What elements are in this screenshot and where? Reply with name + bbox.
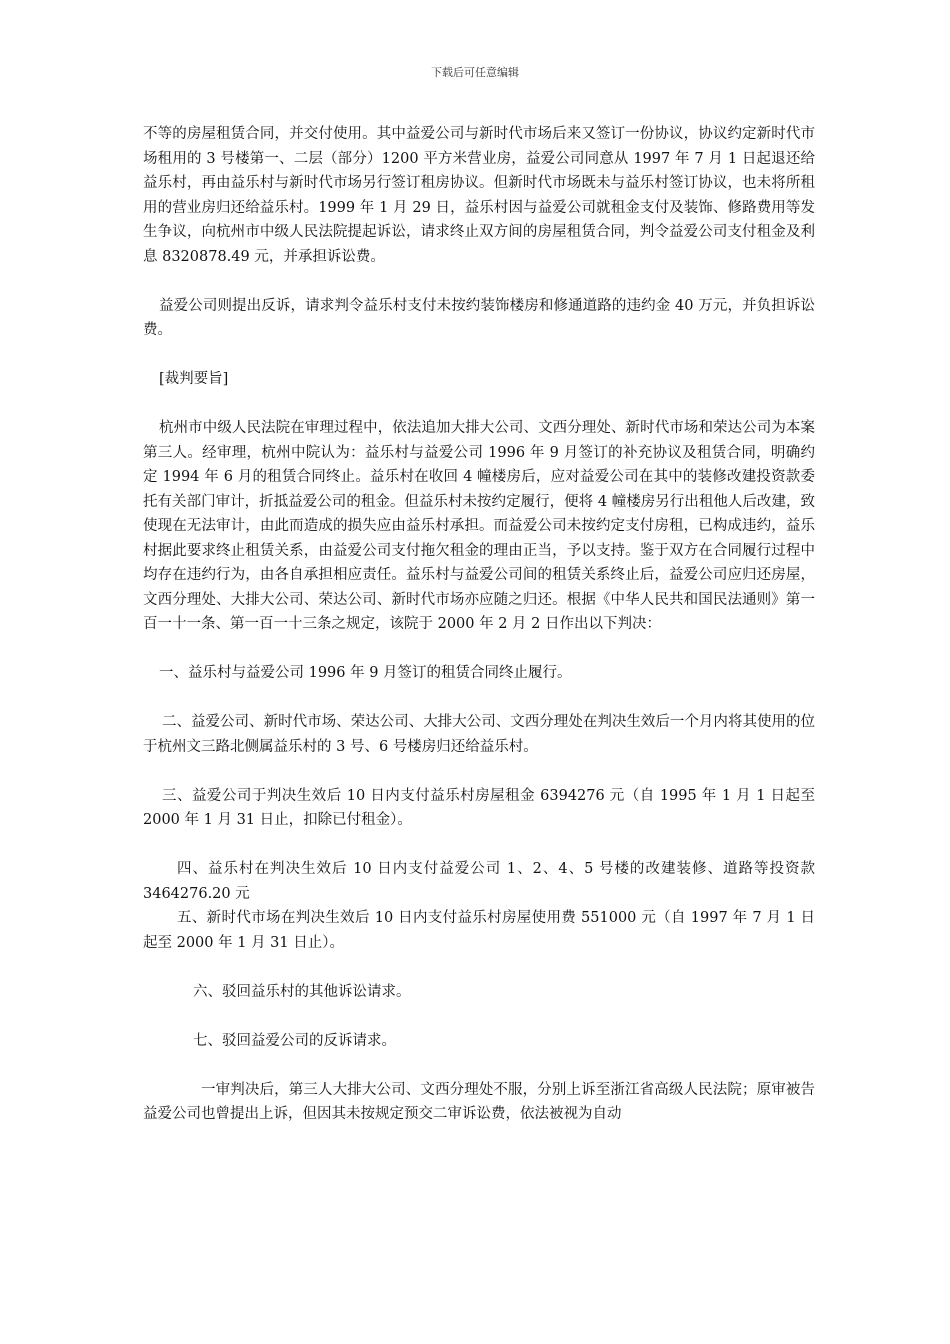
paragraph-spacer [143, 392, 815, 417]
judgment-item-7: 七、驳回益爱公司的反诉请求。 [193, 1032, 396, 1049]
paragraph-spacer [143, 343, 815, 368]
paragraph-spacer [143, 833, 815, 858]
paragraph-appeal: 一审判决后，第三人大排大公司、文西分理处不服，分别上诉至浙江省高级人民法院；原审被告益爱公司也曾提出上诉，但因其未按规定预交二审诉讼费，依法被视为自动 [143, 1081, 815, 1122]
page-header-note: 下载后可任意编辑 [431, 66, 519, 79]
judgment-item-5: 五、新时代市场在判决生效后 10 日内支付益乐村房屋使用费 551000 元（自 1997 年 7 月 1 日起至 2000 年 1 月 31 日止）。 [143, 910, 815, 951]
judgment-item-3: 三、益爱公司于判决生效后 10 日内支付益乐村房屋租金 6394276 元（自 1995 年 1 月 1 日起至 2000 年 1 月 31 日止，扣除已付租金）。 [143, 787, 815, 828]
paragraph-spacer [143, 1053, 815, 1078]
paragraph-spacer [143, 955, 815, 980]
paragraph-case-background: 不等的房屋租赁合同，并交付使用。其中益爱公司与新时代市场后来又签订一份协议，协议约定新时代市场租用的 3 号楼第一、二层（部分）1200 平方米营业房，益爱公司同意从 1997 年 7 月 1 日起退还给益乐村，再由益乐村与新时代市场另行签订租房协议。但新时代市场既未与益乐村签订协议，也未将所租用的营业房归还给益乐村。1999 年 1 月 29 日，益乐村因与益爱公司就租金支付及装饰、修路费用等发生争议，向杭州市中级人民法院提起诉讼，请求终止双方间的房屋租赁合同，判令益爱公司支付租金及利息 8320878.49 元，并承担诉讼费。 [143, 126, 815, 265]
judgment-item-1: 一、益乐村与益爱公司 1996 年 9 月签订的租赁合同终止履行。 [159, 665, 572, 681]
paragraph-spacer [143, 1004, 815, 1029]
paragraph-court-reasoning: 杭州市中级人民法院在审理过程中，依法追加大排大公司、文西分理处、新时代市场和荣达公司为本案第三人。经审理，杭州中院认为：益乐村与益爱公司 1996 年 9 月签订的补充协议及租赁合同，明确约定 1994 年 6 月的租赁合同终止。益乐村在收回 4 幢楼房后，应对益爱公司在其中的装修改建投资款委托有关部门审计，折抵益爱公司的租金。但益乐村未按约定履行，便将 4 幢楼房另行出租他人后改建，致使现在无法审计，由此而造成的损失应由益乐村承担。而益爱公司未按约定支付房租，已构成违约，益乐村据此要求终止租赁关系，由益爱公司支付拖欠租金的理由正当，予以支持。鉴于双方在合同履行过程中均存在违约行为，由各自承担相应责任。益乐村与益爱公司间的租赁关系终止后，益爱公司应归还房屋，文西分理处、大排大公司、荣达公司、新时代市场亦应随之归还。根据《中华人民共和国民法通则》第一百一十一条、第一百一十三条之规定，该院于 2000 年 2 月 2 日作出以下判决： [143, 420, 815, 632]
paragraph-spacer [143, 637, 815, 662]
document-body [143, 122, 815, 1127]
section-heading-judgment-summary: [裁判要旨] [159, 371, 229, 387]
paragraph-counterclaim: 益爱公司则提出反诉，请求判令益乐村支付未按约装饰楼房和修通道路的违约金 40 万元，并负担诉讼费。 [143, 297, 815, 338]
paragraph-spacer [143, 269, 815, 294]
paragraph-spacer [143, 759, 815, 784]
judgment-item-6: 六、驳回益乐村的其他诉讼请求。 [193, 983, 411, 1000]
paragraph-spacer [143, 686, 815, 711]
judgment-item-4: 四、益乐村在判决生效后 10 日内支付益爱公司 1、2、4、5 号楼的改建装修、道路等投资款 3464276.20 元 [143, 861, 815, 902]
judgment-item-2: 二、益爱公司、新时代市场、荣达公司、大排大公司、文西分理处在判决生效后一个月内将其使用的位于杭州文三路北侧属益乐村的 3 号、6 号楼房归还给益乐村。 [143, 714, 815, 755]
